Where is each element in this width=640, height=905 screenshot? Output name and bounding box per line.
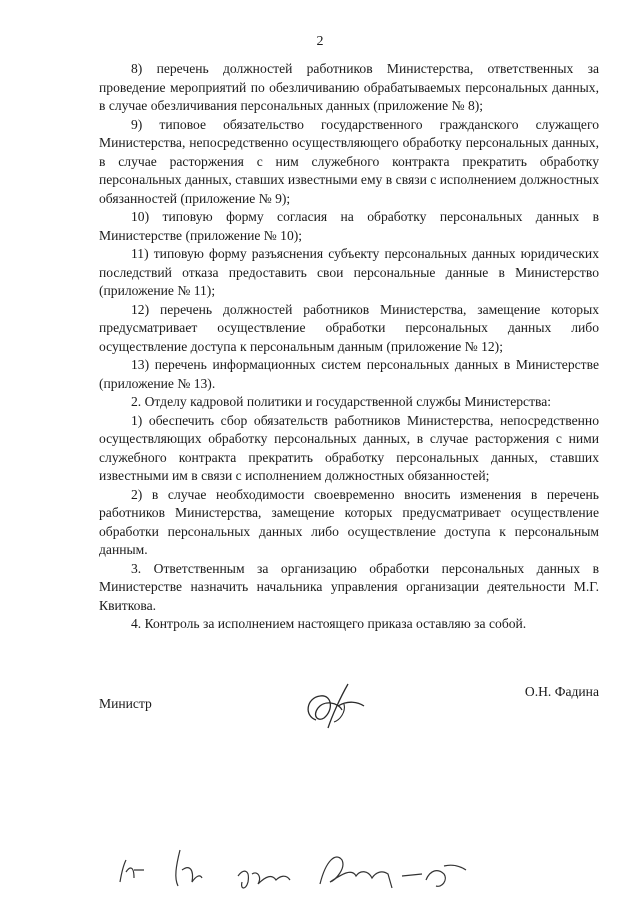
item-12-paragraph: 12) перечень должностей работников Министерства, замещение которых предусматривает осуществление обработки персональных данных либо осуществление доступа к персональным данным (приложение № 12);: [99, 301, 599, 354]
handwritten-signature: [294, 676, 374, 736]
item-9-paragraph: 9) типовое обязательство государственного гражданского служащего Министерства, непосредственно осуществляющего обработку персональных данных, в случае расторжения с ним служебного контракта прекратить обработку персональных данных, ставших известными ему в связи с исполнением должностных обязанностей (приложение № 9);: [99, 116, 599, 206]
section-2-item-2-paragraph: 2) в случае необходимости своевременно вносить изменения в перечень работников Министерства, замещение которых предусматривает осуществление обработки персональных данных либо осуществление доступа к персональным данным.: [99, 486, 599, 557]
signature-block: [99, 676, 599, 736]
approval-initials: [110, 830, 510, 900]
section-2-heading: 2. Отделу кадровой политики и государственной службы Министерства:: [131, 394, 552, 409]
item-10-paragraph: 10) типовую форму согласия на обработку персональных данных в Министерстве (приложение № 10);: [99, 209, 599, 243]
item-11-paragraph: 11) типовую форму разъяснения субъекту персональных данных юридических последствий отказа предоставить свои персональные данные в Министерство (приложение № 11);: [99, 246, 599, 298]
page-number: 2: [316, 34, 324, 49]
signatory-name: О.Н. Фадина: [524, 684, 599, 699]
document-body: [99, 60, 599, 634]
section-3-paragraph: 3. Ответственным за организацию обработки персональных данных в Министерстве назначить начальника управления организации деятельности М.Г. Квиткова.: [99, 560, 599, 613]
item-8-paragraph: 8) перечень должностей работников Министерства, ответственных за проведение мероприятий по обезличиванию обрабатываемых персональных данных, в случае обезличивания персональных данных (приложение № 8);: [99, 61, 599, 113]
signatory-title: Министр: [99, 696, 152, 711]
section-2-item-1-paragraph: 1) обеспечить сбор обязательств работников Министерства, непосредственно осуществляющих обработку персональных данных, в случае расторжения с ними служебного контракта прекратить обработку персональных данных, ставших известными им в связи с исполнением должностных обязанностей;: [99, 412, 599, 483]
item-13-paragraph: 13) перечень информационных систем персональных данных в Министерстве (приложение № 13).: [99, 357, 599, 391]
section-4-paragraph: 4. Контроль за исполнением настоящего приказа оставляю за собой.: [131, 616, 527, 631]
